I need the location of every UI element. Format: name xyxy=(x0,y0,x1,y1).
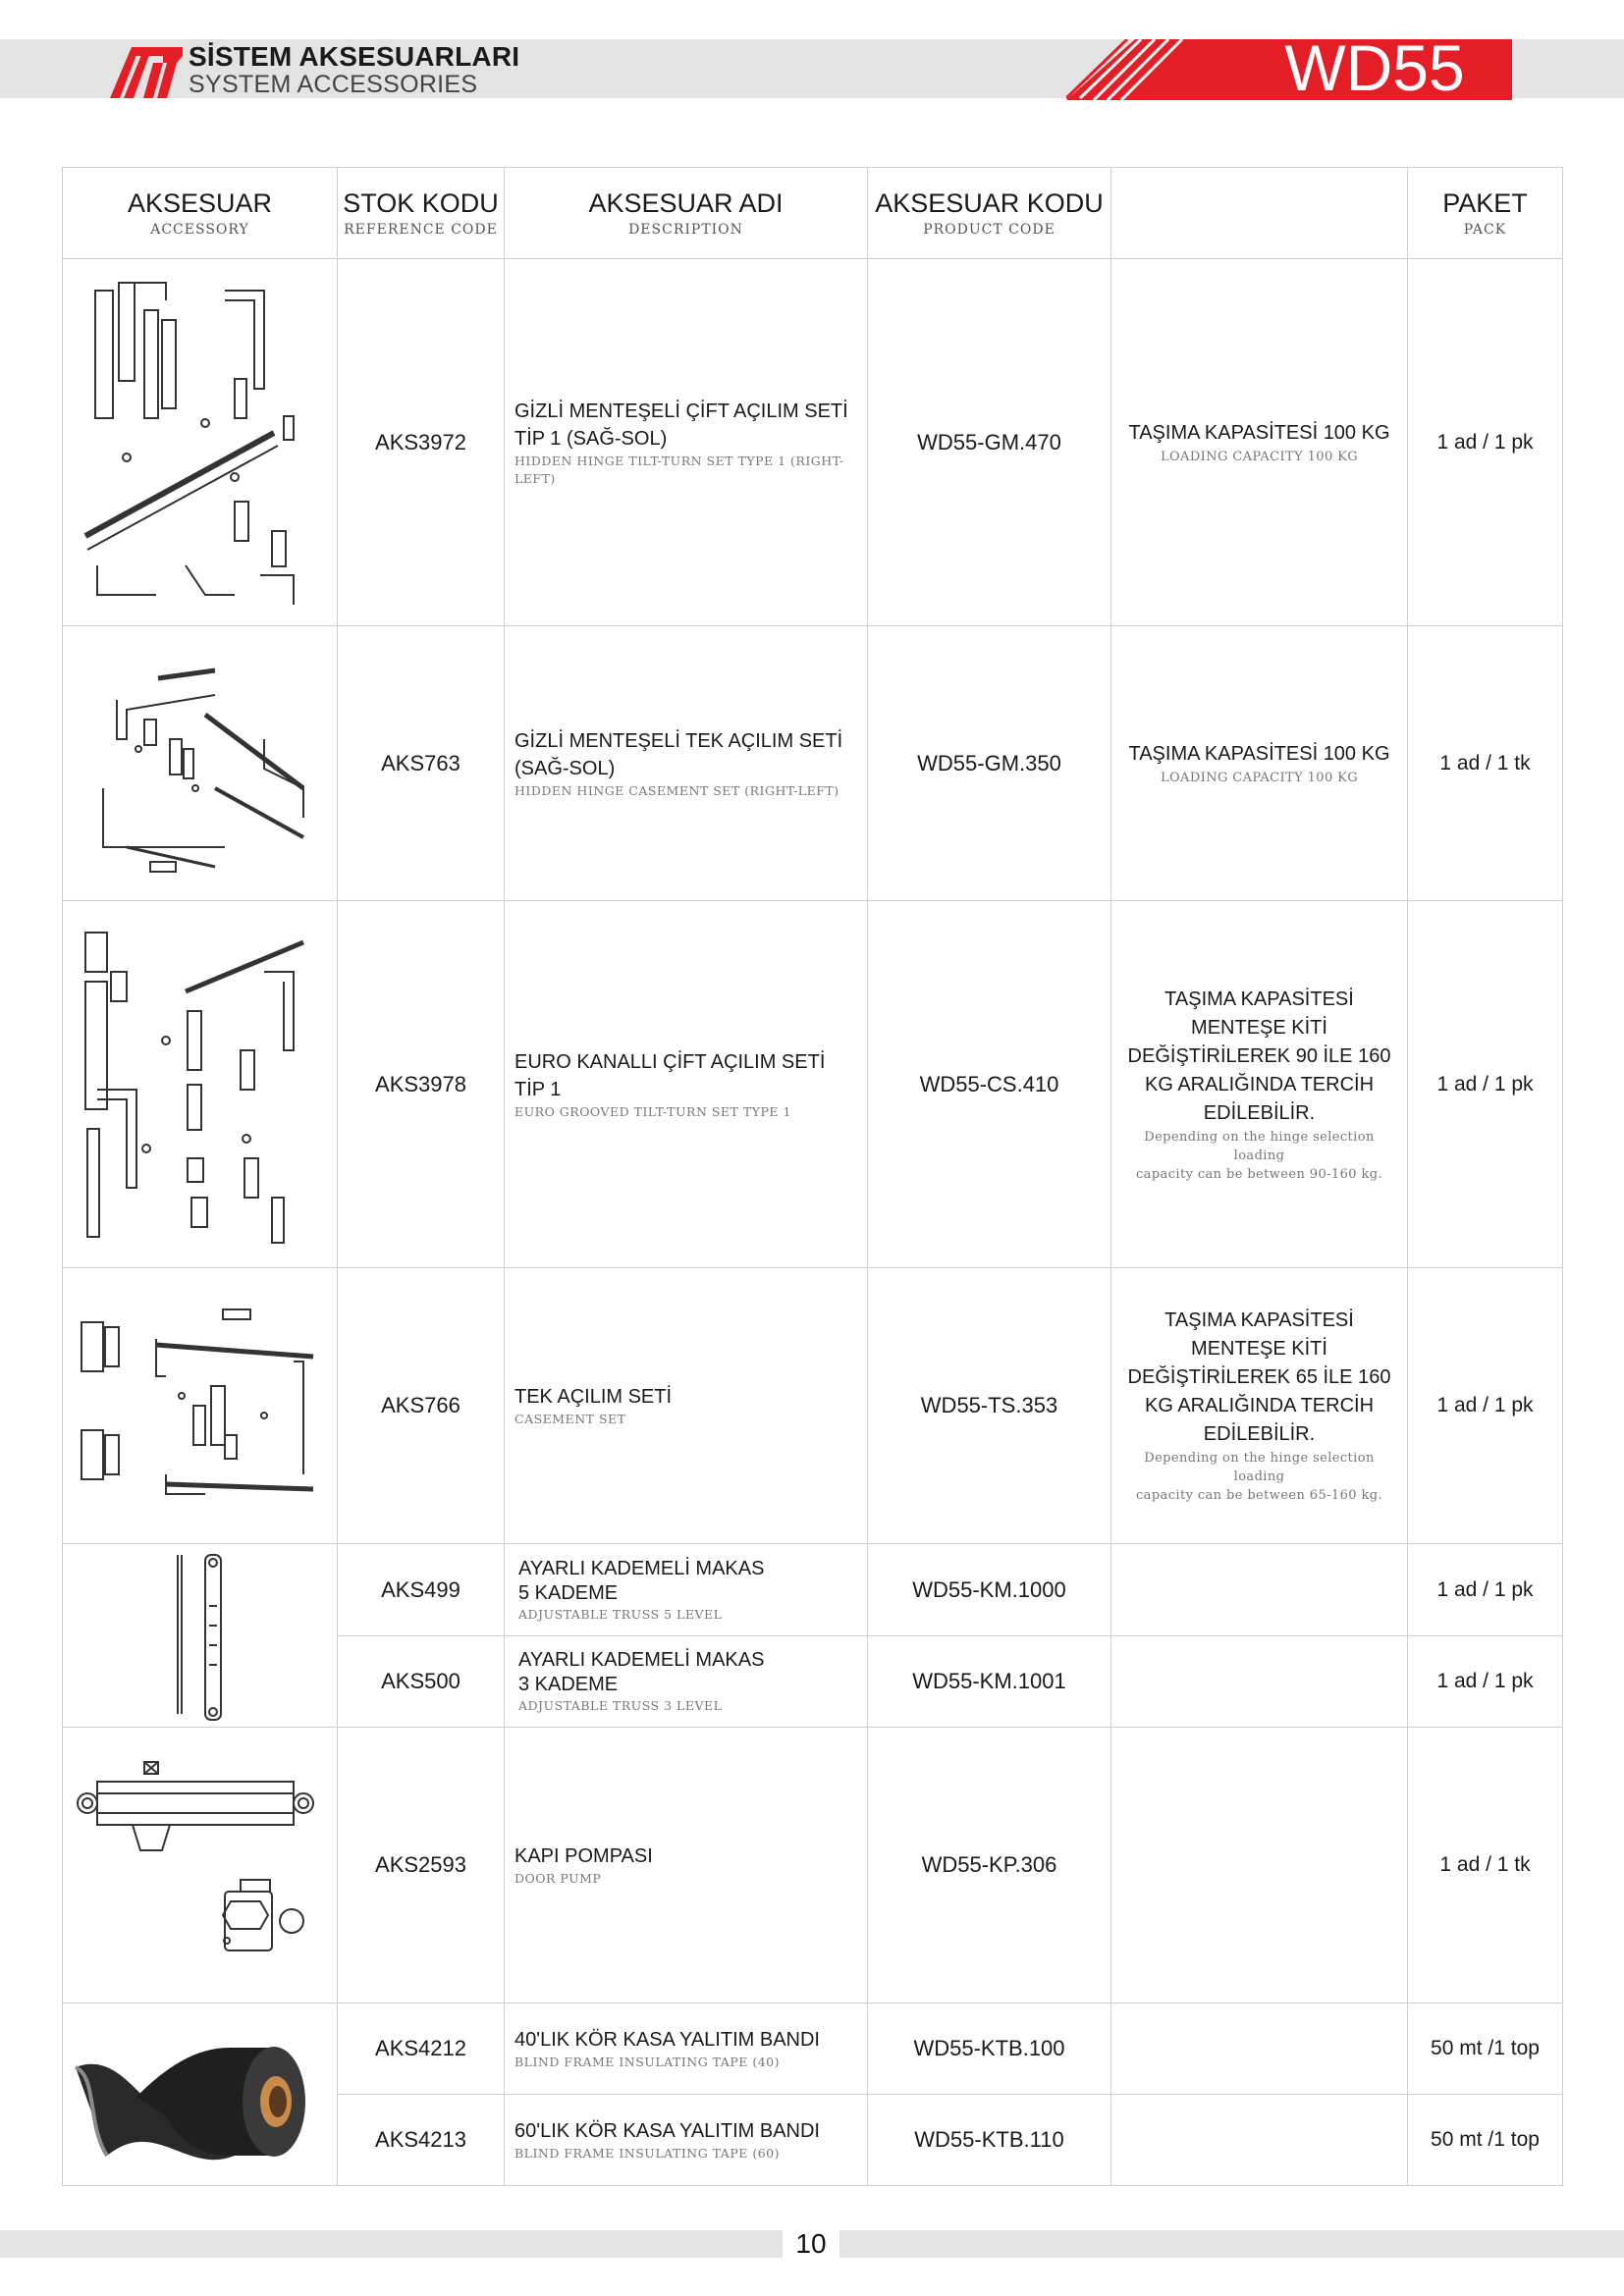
table-row xyxy=(63,259,1563,626)
table-row xyxy=(63,901,1563,1268)
description-cell xyxy=(505,1544,868,1636)
adjustable-truss-icon xyxy=(68,1547,333,1724)
description-tr: KAPI POMPASI xyxy=(514,1845,653,1867)
product-code: WD55-KM.1000 xyxy=(868,1544,1111,1636)
description-en: HIDDEN HINGE TILT-TURN SET TYPE 1 (RIGHT-LEFT) xyxy=(514,453,844,486)
pack-size: 1 ad / 1 pk xyxy=(1408,1636,1563,1728)
description-tr: AYARLI KADEMELİ MAKAS xyxy=(518,1557,765,1579)
description-tr-line2: 3 KADEME xyxy=(518,1674,619,1695)
description-tr: GİZLİ MENTEŞELİ TEK AÇILIM SETİ xyxy=(514,729,843,752)
product-code: WD55-KP.306 xyxy=(868,1728,1111,2003)
col-header-accessory: AKSESUAR ACCESSORY xyxy=(63,168,338,259)
col-header-capacity xyxy=(1111,168,1408,259)
capacity-cell xyxy=(1111,2095,1408,2186)
description-cell xyxy=(505,2003,868,2095)
page-number: 10 xyxy=(783,2226,839,2262)
capacity-en: capacity can be between 90-160 kg. xyxy=(1136,1166,1382,1182)
description-en: ADJUSTABLE TRUSS 5 LEVEL xyxy=(518,1606,723,1622)
door-pump-icon xyxy=(68,1752,333,1978)
capacity-cell xyxy=(1111,1268,1408,1544)
capacity-cell xyxy=(1111,2003,1408,2095)
table-row xyxy=(63,626,1563,901)
capacity-tr: DEĞİŞTİRİLEREK 90 İLE 160 xyxy=(1127,1044,1391,1067)
description-tr: EURO KANALLI ÇİFT AÇILIM SETİ xyxy=(514,1050,826,1073)
table-row xyxy=(63,1268,1563,1544)
capacity-tr: TAŞIMA KAPASİTESİ xyxy=(1164,988,1354,1010)
capacity-en: Depending on the hinge selection loading xyxy=(1144,1451,1375,1484)
capacity-tr: EDİLEBİLİR. xyxy=(1203,1101,1316,1124)
description-cell xyxy=(505,1268,868,1544)
description-en: ADJUSTABLE TRUSS 3 LEVEL xyxy=(518,1698,723,1713)
hinge-casement-set-icon xyxy=(68,641,333,886)
pack-size: 50 mt /1 top xyxy=(1408,2003,1563,2095)
reference-code: AKS4212 xyxy=(338,2003,505,2095)
pack-size: 1 ad / 1 pk xyxy=(1408,1268,1563,1544)
accessory-image-cell xyxy=(63,901,338,1268)
description-tr: 60'LIK KÖR KASA YALITIM BANDI xyxy=(514,2120,820,2142)
capacity-cell xyxy=(1111,626,1408,901)
description-tr: AYARLI KADEMELİ MAKAS xyxy=(518,1649,765,1671)
description-tr: TEK AÇILIM SETİ xyxy=(514,1386,673,1408)
capacity-tr: MENTEŞE KİTİ xyxy=(1191,1338,1327,1360)
product-code: WD55-CS.410 xyxy=(868,901,1111,1268)
description-en: BLIND FRAME INSULATING TAPE (40) xyxy=(514,2055,781,2069)
capacity-en: LOADING CAPACITY 100 KG xyxy=(1160,449,1359,464)
description-en: EURO GROOVED TILT-TURN SET TYPE 1 xyxy=(514,1103,791,1119)
capacity-tr: KG ARALIĞINDA TERCİH xyxy=(1144,1073,1375,1095)
capacity-tr: TAŞIMA KAPASİTESİ 100 KG xyxy=(1128,742,1390,765)
reference-code: AKS3972 xyxy=(338,259,505,626)
product-code: WD55-GM.350 xyxy=(868,626,1111,901)
pack-size: 1 ad / 1 tk xyxy=(1408,626,1563,901)
capacity-cell xyxy=(1111,259,1408,626)
capacity-tr: TAŞIMA KAPASİTESİ xyxy=(1164,1309,1354,1331)
euro-groove-tilt-turn-set-icon xyxy=(68,913,333,1256)
reference-code: AKS2593 xyxy=(338,1728,505,2003)
capacity-tr: KG ARALIĞINDA TERCİH xyxy=(1144,1395,1375,1416)
description-cell xyxy=(505,901,868,1268)
accessories-table xyxy=(62,167,1563,2186)
casement-set-icon xyxy=(68,1278,333,1533)
reference-code: AKS4213 xyxy=(338,2095,505,2186)
description-cell xyxy=(505,1636,868,1728)
col-header-product-code: AKSESUAR KODU PRODUCT CODE xyxy=(868,168,1111,259)
capacity-cell xyxy=(1111,1544,1408,1636)
product-code: WD55-GM.470 xyxy=(868,259,1111,626)
description-cell xyxy=(505,626,868,901)
pack-size: 1 ad / 1 tk xyxy=(1408,1728,1563,2003)
model-name: WD55 xyxy=(1284,31,1465,104)
accessory-image-cell xyxy=(63,1544,338,1728)
header-subtitle: SYSTEM ACCESSORIES xyxy=(189,71,478,98)
capacity-tr: TAŞIMA KAPASİTESİ 100 KG xyxy=(1128,421,1390,444)
product-code: WD55-KTB.100 xyxy=(868,2003,1111,2095)
product-code: WD55-TS.353 xyxy=(868,1268,1111,1544)
insulating-tape-roll-icon xyxy=(68,2008,333,2181)
description-cell xyxy=(505,2095,868,2186)
pack-size: 50 mt /1 top xyxy=(1408,2095,1563,2186)
description-en: DOOR PUMP xyxy=(514,1871,602,1886)
description-tr-line2: TİP 1 (SAĞ-SOL) xyxy=(514,427,668,450)
reference-code: AKS766 xyxy=(338,1268,505,1544)
capacity-tr: MENTEŞE KİTİ xyxy=(1191,1016,1327,1039)
pack-size: 1 ad / 1 pk xyxy=(1408,259,1563,626)
capacity-cell xyxy=(1111,1728,1408,2003)
product-code: WD55-KM.1001 xyxy=(868,1636,1111,1728)
accessory-image-cell xyxy=(63,2003,338,2186)
description-en: CASEMENT SET xyxy=(514,1412,626,1426)
brand-logo-icon xyxy=(110,41,183,98)
description-tr: GİZLİ MENTEŞELİ ÇİFT AÇILIM SETİ xyxy=(514,400,848,422)
capacity-tr: DEĞİŞTİRİLEREK 65 İLE 160 xyxy=(1127,1366,1391,1388)
pack-size: 1 ad / 1 pk xyxy=(1408,1544,1563,1636)
col-header-description: AKSESUAR ADI DESCRIPTION xyxy=(505,168,868,259)
reference-code: AKS499 xyxy=(338,1544,505,1636)
description-tr-line2: TİP 1 xyxy=(514,1078,562,1100)
description-en: HIDDEN HINGE CASEMENT SET (RIGHT-LEFT) xyxy=(514,782,839,798)
hinge-tilt-turn-set-icon xyxy=(68,271,333,614)
col-header-reference-code: STOK KODU REFERENCE CODE xyxy=(338,168,505,259)
accessory-image-cell xyxy=(63,1728,338,2003)
table-row xyxy=(63,1544,1563,1636)
accessory-image-cell xyxy=(63,626,338,901)
description-tr-line2: 5 KADEME xyxy=(518,1581,619,1604)
table-header-row xyxy=(63,168,1563,259)
table-row xyxy=(63,2003,1563,2095)
accessory-image-cell xyxy=(63,1268,338,1544)
pack-size: 1 ad / 1 pk xyxy=(1408,901,1563,1268)
accessory-image-cell xyxy=(63,259,338,626)
capacity-en: Depending on the hinge selection loading xyxy=(1144,1129,1375,1163)
reference-code: AKS763 xyxy=(338,626,505,901)
description-tr: 40'LIK KÖR KASA YALITIM BANDI xyxy=(514,2029,820,2051)
header-title: SİSTEM AKSESUARLARI xyxy=(189,41,520,72)
capacity-cell xyxy=(1111,1636,1408,1728)
capacity-tr: EDİLEBİLİR. xyxy=(1203,1423,1316,1445)
capacity-en: capacity can be between 65-160 kg. xyxy=(1136,1488,1382,1503)
description-en: BLIND FRAME INSULATING TAPE (60) xyxy=(514,2146,781,2161)
capacity-en: LOADING CAPACITY 100 KG xyxy=(1160,770,1359,785)
description-tr-line2: (SAĞ-SOL) xyxy=(514,757,616,779)
table-row xyxy=(63,1728,1563,2003)
description-cell xyxy=(505,1728,868,2003)
capacity-cell xyxy=(1111,901,1408,1268)
reference-code: AKS3978 xyxy=(338,901,505,1268)
reference-code: AKS500 xyxy=(338,1636,505,1728)
description-cell xyxy=(505,259,868,626)
product-code: WD55-KTB.110 xyxy=(868,2095,1111,2186)
col-header-pack: PAKET PACK xyxy=(1408,168,1563,259)
